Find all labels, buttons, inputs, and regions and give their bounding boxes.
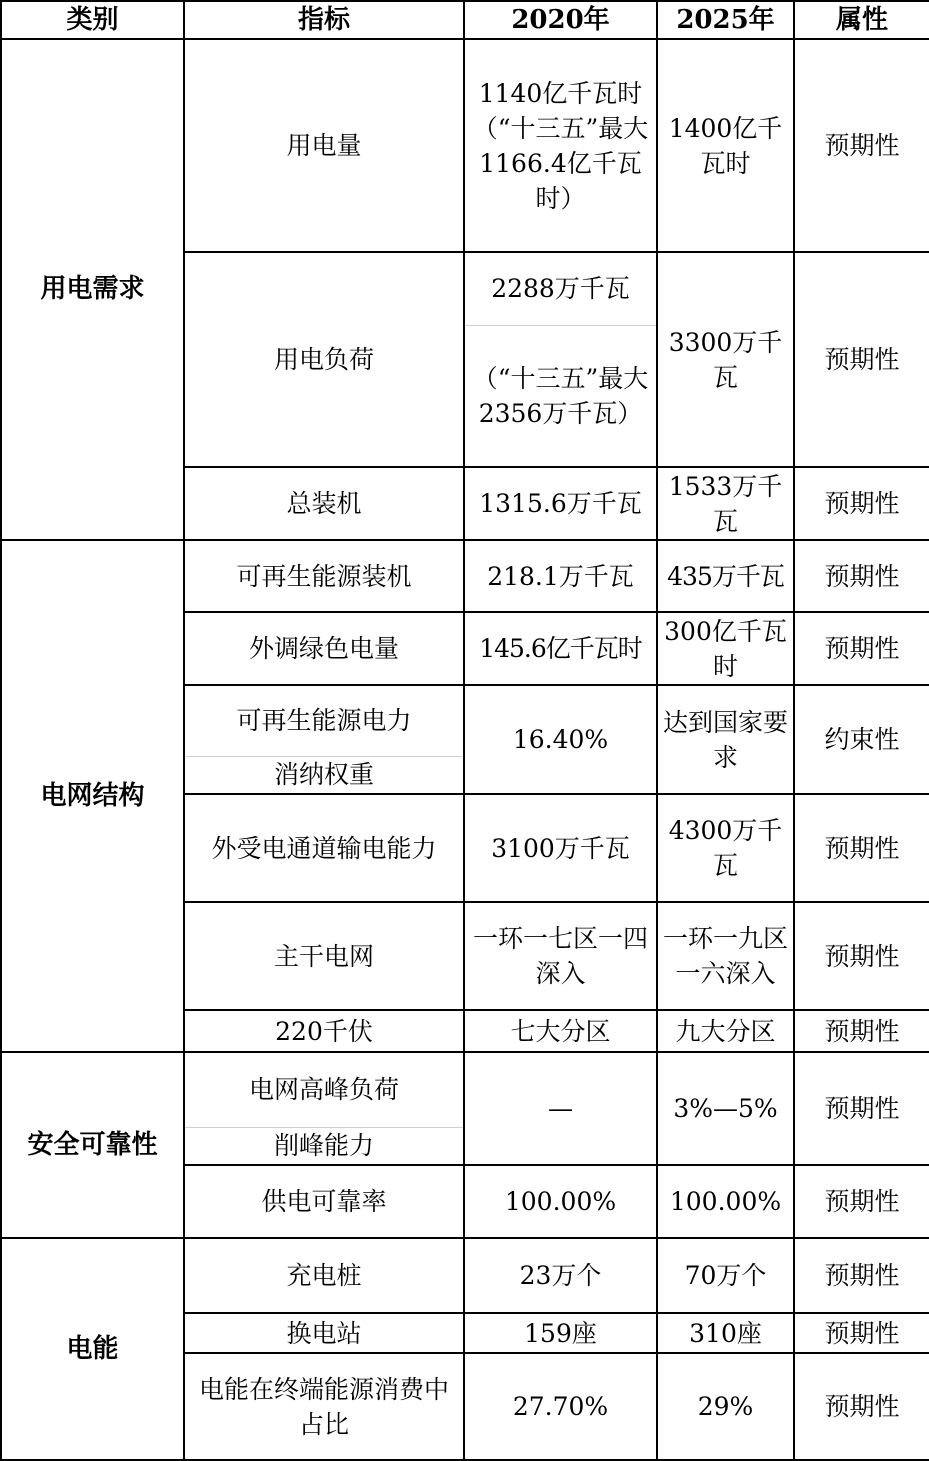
- header-row: [1, 1, 929, 39]
- attribute-cell: 预期性: [794, 794, 929, 902]
- value-2020-cell: 1140亿千瓦时（“十三五”最大1166.4亿千瓦时）: [464, 39, 657, 252]
- value-2020-cell: 218.1万千瓦: [464, 540, 657, 612]
- indicator-cell: 供电可靠率: [184, 1165, 464, 1238]
- indicator-cell-line2: 削峰能力: [184, 1127, 464, 1165]
- value-2025-cell: 九大分区: [657, 1010, 794, 1052]
- attribute-cell: 约束性: [794, 685, 929, 794]
- value-2025-cell: 100.00%: [657, 1165, 794, 1238]
- indicator-cell: 用电量: [184, 39, 464, 252]
- attribute-cell: 预期性: [794, 1010, 929, 1052]
- indicator-cell: 总装机: [184, 467, 464, 540]
- value-2025-cell: 29%: [657, 1353, 794, 1460]
- indicator-cell: 用电负荷: [184, 252, 464, 467]
- value-2025-cell: 达到国家要求: [657, 685, 794, 794]
- value-2020-cell: 1315.6万千瓦: [464, 467, 657, 540]
- header-2025: 2025年: [657, 1, 794, 39]
- attribute-cell: 预期性: [794, 612, 929, 685]
- attribute-cell: 预期性: [794, 1052, 929, 1165]
- value-2020-cell: 159座: [464, 1313, 657, 1353]
- indicator-cell: 电能在终端能源消费中占比: [184, 1353, 464, 1460]
- attribute-cell: 预期性: [794, 1353, 929, 1460]
- header-indicator: 指标: [184, 1, 464, 39]
- value-2025-cell: 3300万千瓦: [657, 252, 794, 467]
- header-2020: 2020年: [464, 1, 657, 39]
- value-2020-cell: —: [464, 1052, 657, 1165]
- table-row: [1, 1052, 929, 1127]
- indicator-cell: 电网高峰负荷: [184, 1052, 464, 1127]
- attribute-cell: 预期性: [794, 1165, 929, 1238]
- value-2020-cell: 23万个: [464, 1238, 657, 1313]
- indicator-cell: 可再生能源电力: [184, 685, 464, 756]
- category-cell: 电能: [1, 1238, 184, 1460]
- value-2020-cell: 一环一七区一四深入: [464, 902, 657, 1010]
- header-category: 类别: [1, 1, 184, 39]
- category-cell: 用电需求: [1, 39, 184, 540]
- indicator-cell: 外受电通道输电能力: [184, 794, 464, 902]
- header-attribute: 属性: [794, 1, 929, 39]
- attribute-cell: 预期性: [794, 467, 929, 540]
- value-2025-cell: 一环一九区一六深入: [657, 902, 794, 1010]
- table-row: [1, 39, 929, 252]
- value-2020-cell: 3100万千瓦: [464, 794, 657, 902]
- indicator-cell: 可再生能源装机: [184, 540, 464, 612]
- value-2020-cell: 七大分区: [464, 1010, 657, 1052]
- value-2020-cell: 100.00%: [464, 1165, 657, 1238]
- attribute-cell: 预期性: [794, 1238, 929, 1313]
- indicator-cell: 主干电网: [184, 902, 464, 1010]
- indicator-cell-line2: 消纳权重: [184, 756, 464, 794]
- indicator-cell: 外调绿色电量: [184, 612, 464, 685]
- category-cell: 电网结构: [1, 540, 184, 1052]
- value-2020-cell: 16.40%: [464, 685, 657, 794]
- attribute-cell: 预期性: [794, 252, 929, 467]
- value-2025-cell: 1533万千瓦: [657, 467, 794, 540]
- value-2025-cell: 70万个: [657, 1238, 794, 1313]
- value-2025-cell: 435万千瓦: [657, 540, 794, 612]
- indicator-cell: 充电桩: [184, 1238, 464, 1313]
- category-cell: 安全可靠性: [1, 1052, 184, 1238]
- attribute-cell: 预期性: [794, 1313, 929, 1353]
- attribute-cell: 预期性: [794, 39, 929, 252]
- value-2025-cell: 3%—5%: [657, 1052, 794, 1165]
- value-2020-cell: 27.70%: [464, 1353, 657, 1460]
- value-2020-cell: 2288万千瓦: [464, 252, 657, 325]
- table-row: [1, 1238, 929, 1313]
- value-2025-cell: 300亿千瓦时: [657, 612, 794, 685]
- table-row: [1, 540, 929, 612]
- value-2025-cell: 1400亿千瓦时: [657, 39, 794, 252]
- indicator-cell: 换电站: [184, 1313, 464, 1353]
- value-2025-cell: 4300万千瓦: [657, 794, 794, 902]
- value-2020-cell: 145.6亿千瓦时: [464, 612, 657, 685]
- value-2020-note-cell: （“十三五”最大2356万千瓦）: [464, 325, 657, 467]
- attribute-cell: 预期性: [794, 902, 929, 1010]
- value-2025-cell: 310座: [657, 1313, 794, 1353]
- attribute-cell: 预期性: [794, 540, 929, 612]
- indicator-cell: 220千伏: [184, 1010, 464, 1052]
